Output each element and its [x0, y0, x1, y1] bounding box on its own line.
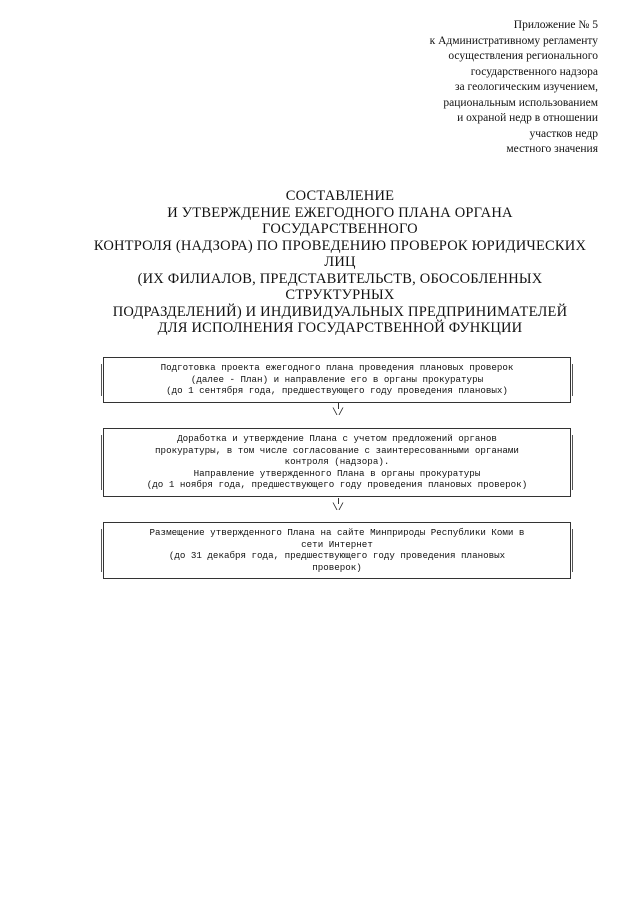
flow-step-publish-plan — [103, 522, 571, 579]
flow-arrow-down-icon — [318, 403, 358, 419]
appendix-line: государственного надзора — [470, 65, 598, 78]
appendix-line: и охраной недр в отношении — [457, 112, 598, 124]
step-text-line: (до 31 декабря года, предшествующего году проведения плановых — [168, 550, 506, 562]
title-line: ДЛЯ ИСПОЛНЕНИЯ ГОСУДАРСТВЕННОЙ ФУНКЦИИ — [157, 320, 523, 336]
step-text-line: (до 1 ноября года, предшествующего году проведения плановых проверок) — [146, 479, 528, 491]
step-text-line: Направление утвержденного Плана в органы прокуратуры — [193, 467, 481, 479]
step-text-line: Размещение утвержденного Плана на сайте Минприроды Республики Коми в — [149, 527, 525, 538]
appendix-line: рациональным использованием — [443, 96, 598, 109]
title-line: (ИХ ФИЛИАЛОВ, ПРЕДСТАВИТЕЛЬСТВ, ОБОСОБЛЕННЫХ — [137, 270, 543, 287]
title-line: СТРУКТУРНЫХ — [285, 287, 395, 303]
appendix-line: участков недр — [529, 127, 598, 140]
flow-step-prepare-plan — [103, 357, 571, 403]
step-text-line: (до 1 сентября года, предшествующего году проведения плановых) — [166, 385, 508, 397]
appendix-line: Приложение № 5 — [513, 19, 598, 31]
step-text-line: проверок) — [312, 561, 362, 573]
document-title — [60, 188, 620, 337]
step-text-line: (далее - План) и направление его в органы прокуратуры — [190, 373, 484, 385]
appendix-line: к Административному регламенту — [429, 34, 598, 47]
title-line: И УТВЕРЖДЕНИЕ ЕЖЕГОДНОГО ПЛАНА ОРГАНА — [167, 204, 513, 221]
title-line: КОНТРОЛЯ (НАДЗОРА) ПО ПРОВЕДЕНИЮ ПРОВЕРОК ЮРИДИЧЕСКИХ — [93, 237, 587, 254]
step-text-line: сети Интернет — [301, 538, 373, 550]
title-line: СОСТАВЛЕНИЕ — [285, 188, 395, 204]
step-text-line: прокуратуры, в том числе согласование с заинтересованными органами — [155, 444, 519, 456]
appendix-line: за геологическим изучением, — [455, 81, 598, 93]
arrow-glyph: \/ — [331, 503, 344, 514]
flow-arrow-down-icon — [318, 498, 358, 514]
title-line: ЛИЦ — [324, 254, 356, 270]
appendix-line: местного значения — [506, 143, 598, 155]
flow-step-approve-plan — [103, 428, 571, 497]
appendix-line: осуществления регионального — [448, 50, 598, 62]
step-text-line: Подготовка проекта ежегодного плана проведения плановых проверок — [160, 362, 514, 373]
title-line: ГОСУДАРСТВЕННОГО — [262, 221, 418, 237]
appendix-header — [298, 18, 598, 158]
arrow-glyph: \/ — [331, 408, 344, 419]
step-text-line: контроля (надзора). — [284, 456, 390, 468]
title-line: ПОДРАЗДЕЛЕНИЙ) И ИНДИВИДУАЛЬНЫХ ПРЕДПРИНИМАТЕЛЕЙ — [112, 303, 568, 320]
step-text-line: Доработка и утверждение Плана с учетом предложений органов — [177, 433, 497, 444]
